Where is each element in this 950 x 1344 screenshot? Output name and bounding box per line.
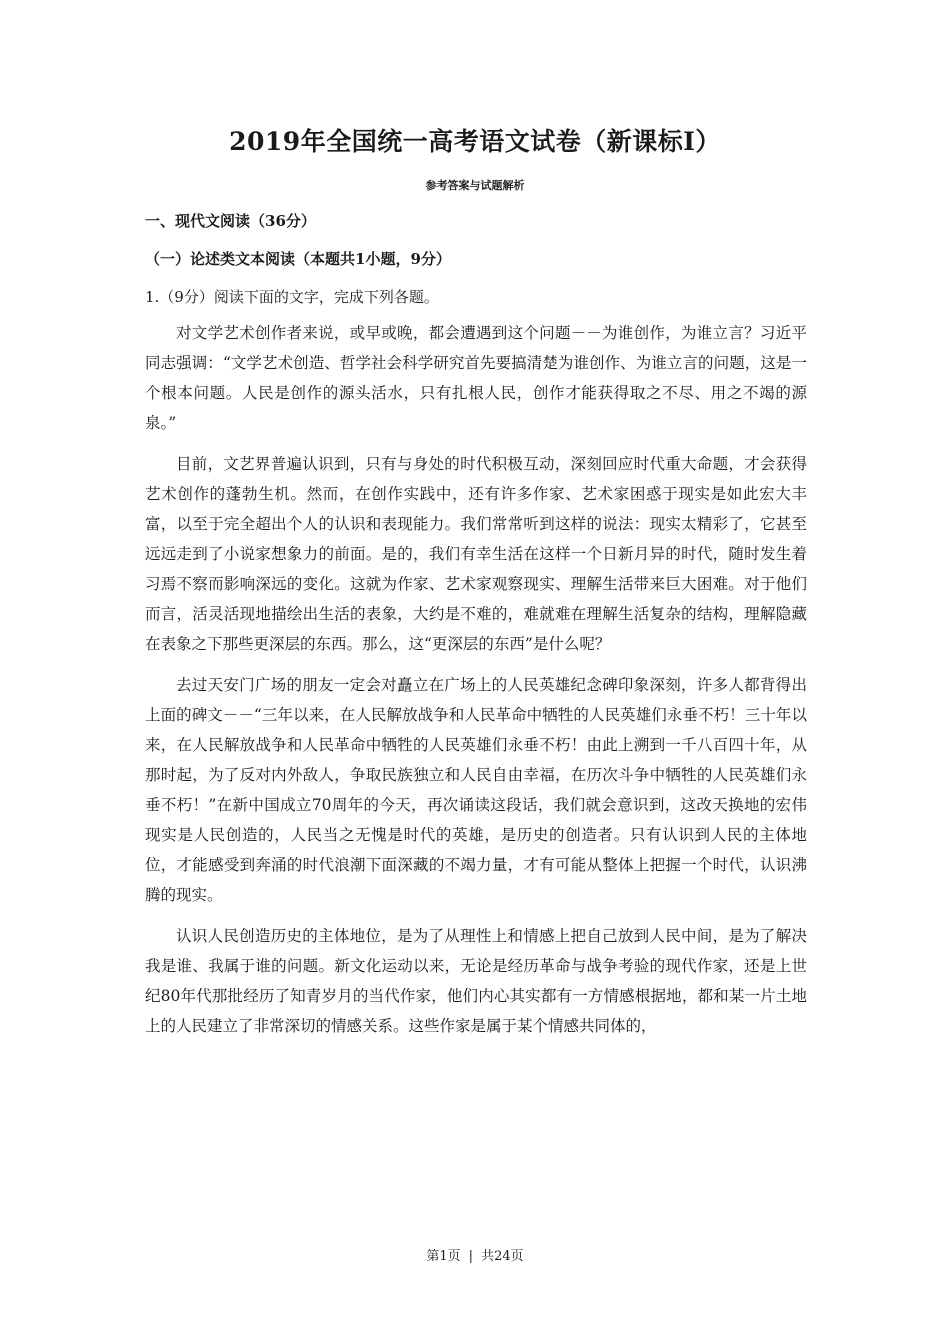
reading-passage [145,318,807,1052]
question-1-prompt: 1.（9分）阅读下面的文字，完成下列各题。 [145,288,439,306]
section-heading-part1: 一、现代文阅读（36分） [145,212,316,230]
document-title: 2019年全国统一高考语文试卷（新课标Ⅰ） [229,127,721,156]
section-heading-part1-sub1: （一）论述类文本阅读（本题共1小题，9分） [145,250,451,268]
passage-paragraph: 目前，文艺界普遍认识到，只有与身处的时代积极互动，深刻回应时代重大命题，才会获得艺术创作的蓬勃生机。然而，在创作实践中，还有许多作家、艺术家困惑于现实是如此宏大丰富，以至于完全超出个人的认识和表现能力。我们常常听到这样的说法：现实太精彩了，它甚至远远走到了小说家想象力的前面。是的，我们有幸生活在这样一个日新月异的时代，随时发生着习焉不察而影响深远的变化。这就为作家、艺术家观察现实、理解生活带来巨大困难。对于他们而言，活灵活现地描绘出生活的表象，大约是不难的，难就难在理解生活复杂的结构，理解隐藏在表象之下那些更深层的东西。那么，这“更深层的东西”是什么呢？ [145,455,807,653]
passage-paragraph: 认识人民创造历史的主体地位，是为了从理性上和情感上把自己放到人民中间，是为了解决我是谁、我属于谁的问题。新文化运动以来，无论是经历革命与战争考验的现代作家，还是上世纪80年代那批经历了知青岁月的当代作家，他们内心其实都有一方情感根据地，都和某一片土地上的人民建立了非常深切的情感关系。这些作家是属于某个情感共同体的， [145,927,807,1035]
page-footer [0,1245,950,1264]
footer-separator: | [468,1249,474,1264]
passage-paragraph: 对文学艺术创作者来说，或早或晚，都会遭遇到这个问题－－为谁创作，为谁立言？习近平同志强调：“文学艺术创造、哲学社会科学研究首先要搞清楚为谁创作、为谁立言的问题，这是一个根本问题。人民是创作的源头活水，只有扎根人民，创作才能获得取之不尽、用之不竭的源泉。” [145,324,807,432]
document-subtitle: 参考答案与试题解析 [425,179,525,192]
passage-paragraph: 去过天安门广场的朋友一定会对矗立在广场上的人民英雄纪念碑印象深刻，许多人都背得出上面的碑文－－“三年以来，在人民解放战争和人民革命中牺牲的人民英雄们永垂不朽！三十年以来，在人民解放战争和人民革命中牺牲的人民英雄们永垂不朽！由此上溯到一千八百四十年，从那时起，为了反对内外敌人，争取民族独立和人民自由幸福，在历次斗争中牺牲的人民英雄们永垂不朽！”在新中国成立70周年的今天，再次诵读这段话，我们就会意识到，这改天换地的宏伟现实是人民创造的，人民当之无愧是时代的英雄，是历史的创造者。只有认识到人民的主体地位，才能感受到奔涌的时代浪潮下面深藏的不竭力量，才有可能从整体上把握一个时代，认识沸腾的现实。 [145,676,807,904]
page-number: 第1页 [426,1249,461,1264]
page-total: 共24页 [481,1249,524,1264]
